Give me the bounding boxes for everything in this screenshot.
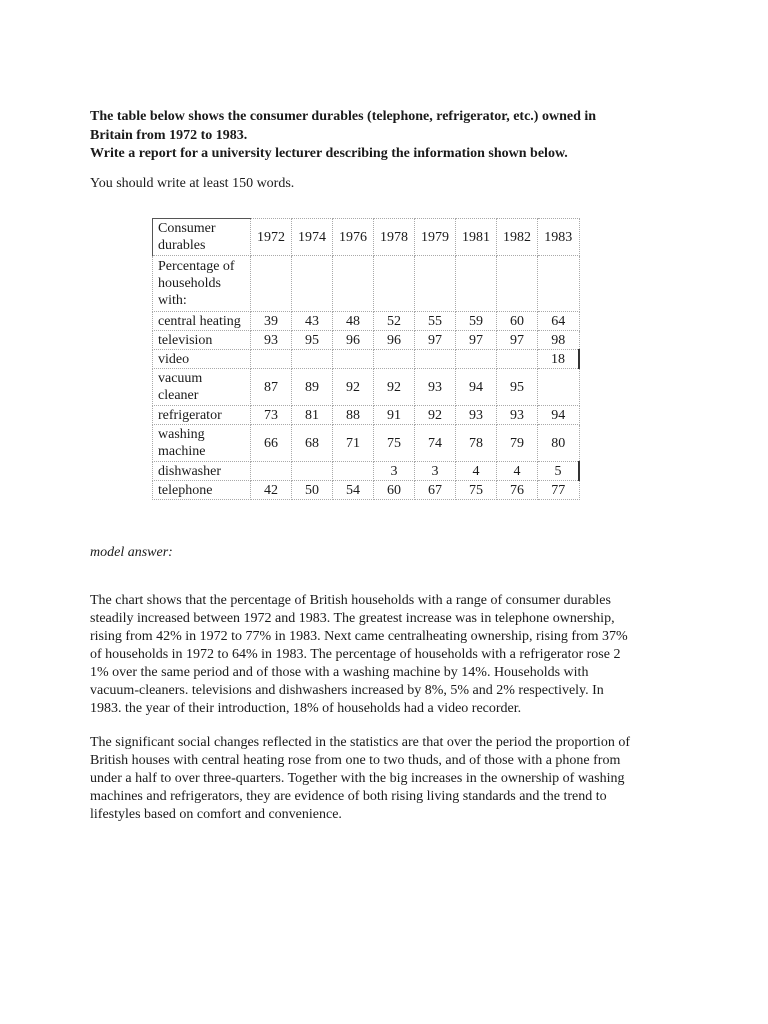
value-cell: 71 [333, 425, 374, 462]
value-cell [292, 462, 333, 481]
table-row [153, 369, 580, 406]
row-label-line: durables [158, 238, 206, 253]
row-label [153, 219, 251, 256]
paragraph-line: British houses with central heating rose from one to two thuds, and of those with a phone from [90, 753, 621, 768]
row-label-line: with: [158, 293, 187, 308]
table-row [153, 462, 580, 481]
value-cell: 4 [497, 462, 538, 481]
model-answer-paragraph-2 [90, 734, 650, 824]
value-cell: 89 [292, 369, 333, 406]
row-label [153, 462, 251, 481]
value-cell: 92 [374, 369, 415, 406]
row-label [153, 312, 251, 331]
value-cell: 93 [415, 369, 456, 406]
value-cell: 54 [333, 481, 374, 500]
row-label-line: Consumer [158, 221, 216, 236]
value-cell: 78 [456, 425, 497, 462]
table-row [153, 331, 580, 350]
row-label-line: vacuum [158, 371, 203, 386]
value-cell [333, 462, 374, 481]
row-label [153, 369, 251, 406]
row-label [153, 406, 251, 425]
value-cell [538, 369, 580, 406]
paragraph-line: lifestyles based on comfort and convenience. [90, 807, 342, 822]
row-label-line: machine [158, 444, 206, 459]
paragraph-line: The chart shows that the percentage of British households with a range of consumer durables [90, 593, 611, 608]
row-label [153, 481, 251, 500]
model-answer-paragraph-1 [90, 592, 650, 718]
row-label-line: video [158, 351, 190, 367]
value-cell: 3 [415, 462, 456, 481]
value-cell: 48 [333, 312, 374, 331]
task-prompt [90, 108, 650, 164]
value-cell: 74 [415, 425, 456, 462]
value-cell: 52 [374, 312, 415, 331]
value-cell: 87 [251, 369, 292, 406]
value-cell: 91 [374, 406, 415, 425]
row-label [153, 331, 251, 350]
paragraph-line: vacuum-cleaners. televisions and dishwashers increased by 8%, 5% and 2% respectively. In [90, 683, 604, 698]
paragraph-line: rising from 42% in 1972 to 77% in 1983. Next came centralheating ownership, rising from 37% [90, 629, 628, 644]
paragraph-line: of households in 1972 to 64% in 1983. The percentage of households with a refrigerator rose 2 [90, 647, 621, 662]
row-label-line: washing [158, 427, 205, 442]
year-header: 1981 [456, 219, 497, 256]
value-cell: 94 [538, 406, 580, 425]
paragraph-line: steadily increased between 1972 and 1983. The greatest increase was in telephone ownership, [90, 611, 615, 626]
value-cell: 50 [292, 481, 333, 500]
task-line-1: The table below shows the consumer durables (telephone, refrigerator, etc.) owned in [90, 109, 597, 124]
year-header: 1976 [333, 219, 374, 256]
value-cell: 93 [456, 406, 497, 425]
word-count-instruction: You should write at least 150 words. [90, 175, 295, 191]
value-cell [415, 350, 456, 369]
table-header-row [153, 219, 580, 256]
value-cell [292, 350, 333, 369]
paragraph-line: 1983. the year of their introduction, 18% of households had a video recorder. [90, 701, 522, 716]
row-label [153, 350, 251, 369]
value-cell: 92 [415, 406, 456, 425]
value-cell: 97 [415, 331, 456, 350]
value-cell: 76 [497, 481, 538, 500]
empty-cell [415, 256, 456, 312]
value-cell: 18 [538, 350, 580, 369]
row-label [153, 425, 251, 462]
task-line-2: Britain from 1972 to 1983. [90, 127, 248, 143]
value-cell: 5 [538, 462, 580, 481]
empty-cell [374, 256, 415, 312]
value-cell: 77 [538, 481, 580, 500]
paragraph-line: 1% over the same period and of those with a washing machine by 14%. Households with [90, 665, 589, 680]
value-cell: 75 [456, 481, 497, 500]
paragraph-line: under a half to over three-quarters. Together with the big increases in the ownership of washing [90, 771, 625, 786]
value-cell: 60 [497, 312, 538, 331]
row-label [153, 256, 251, 312]
empty-cell [251, 256, 292, 312]
value-cell: 92 [333, 369, 374, 406]
value-cell: 93 [497, 406, 538, 425]
value-cell: 67 [415, 481, 456, 500]
value-cell: 93 [251, 331, 292, 350]
row-label-line: television [158, 332, 213, 348]
value-cell: 68 [292, 425, 333, 462]
value-cell: 66 [251, 425, 292, 462]
value-cell: 88 [333, 406, 374, 425]
empty-cell [333, 256, 374, 312]
value-cell: 98 [538, 331, 580, 350]
task-line-3: Write a report for a university lecturer describing the information shown below. [90, 146, 568, 161]
row-label-line: Percentage of [158, 259, 235, 274]
consumer-durables-table [152, 218, 580, 500]
value-cell: 39 [251, 312, 292, 331]
value-cell: 97 [497, 331, 538, 350]
empty-cell [538, 256, 580, 312]
value-cell: 60 [374, 481, 415, 500]
table-row [153, 350, 580, 369]
value-cell: 96 [333, 331, 374, 350]
model-answer-label: model answer: [90, 545, 173, 560]
document-page [90, 108, 650, 822]
row-label-line: central heating [158, 313, 241, 329]
value-cell [333, 350, 374, 369]
value-cell [251, 462, 292, 481]
value-cell [497, 350, 538, 369]
value-cell: 42 [251, 481, 292, 500]
paragraph-line: The significant social changes reflected in the statistics are that over the period the proportion of [90, 735, 630, 750]
value-cell [456, 350, 497, 369]
value-cell: 80 [538, 425, 580, 462]
value-cell: 73 [251, 406, 292, 425]
table-row [153, 481, 580, 500]
year-header: 1978 [374, 219, 415, 256]
value-cell: 4 [456, 462, 497, 481]
year-header: 1972 [251, 219, 292, 256]
value-cell: 94 [456, 369, 497, 406]
value-cell: 59 [456, 312, 497, 331]
table-row [153, 425, 580, 462]
value-cell: 95 [292, 331, 333, 350]
value-cell: 3 [374, 462, 415, 481]
value-cell: 55 [415, 312, 456, 331]
row-label-line: households [158, 276, 221, 291]
empty-cell [292, 256, 333, 312]
empty-cell [497, 256, 538, 312]
row-label-line: telephone [158, 482, 213, 498]
value-cell: 97 [456, 331, 497, 350]
year-header: 1982 [497, 219, 538, 256]
value-cell [374, 350, 415, 369]
value-cell: 81 [292, 406, 333, 425]
paragraph-line: machines and refrigerators, they are evidence of both rising living standards and the trend to [90, 789, 607, 804]
value-cell: 64 [538, 312, 580, 331]
value-cell [251, 350, 292, 369]
year-header: 1979 [415, 219, 456, 256]
year-header: 1983 [538, 219, 580, 256]
value-cell: 96 [374, 331, 415, 350]
table-row [153, 406, 580, 425]
value-cell: 95 [497, 369, 538, 406]
row-label-line: cleaner [158, 388, 199, 403]
value-cell: 75 [374, 425, 415, 462]
value-cell: 79 [497, 425, 538, 462]
row-label-line: dishwasher [158, 463, 221, 479]
table-subheader-row [153, 256, 580, 312]
empty-cell [456, 256, 497, 312]
table-row [153, 312, 580, 331]
value-cell: 43 [292, 312, 333, 331]
row-label-line: refrigerator [158, 407, 222, 423]
year-header: 1974 [292, 219, 333, 256]
